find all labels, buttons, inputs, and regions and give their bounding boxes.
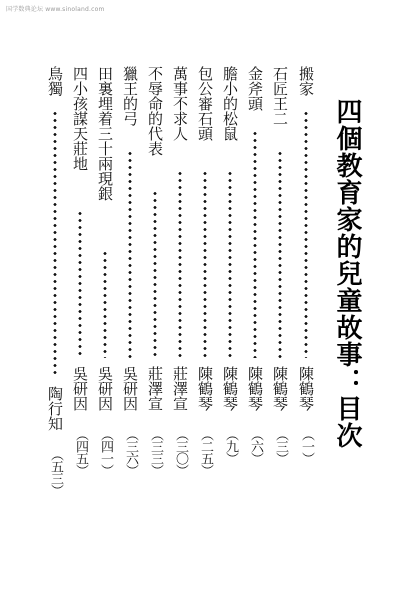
toc-entry bbox=[195, 66, 215, 586]
leader-dots bbox=[228, 170, 232, 358]
toc-entry-title: 石匠王二 bbox=[271, 66, 289, 126]
toc-entry-author: 吳研因 bbox=[96, 366, 114, 411]
toc-entry-title: 包公審石頭 bbox=[196, 66, 214, 141]
toc-entry bbox=[245, 66, 265, 586]
toc-entry-title: 獵王的弓 bbox=[121, 66, 139, 126]
toc-entry-title: 田裏埋着三十兩現銀 bbox=[96, 66, 114, 201]
leader-dots bbox=[178, 170, 182, 358]
leader-dots bbox=[278, 150, 282, 358]
toc-entry-author: 陳鶴琴 bbox=[196, 366, 214, 411]
toc-entry-author: 陳鶴琴 bbox=[221, 366, 239, 411]
toc-entry-author: 吳研因 bbox=[121, 366, 139, 411]
toc-entry-author: 莊澤宣 bbox=[146, 366, 164, 411]
toc-entry bbox=[220, 66, 240, 586]
toc-entry bbox=[170, 66, 190, 586]
toc-entry-page: （三三） bbox=[148, 428, 163, 476]
toc-entry-page: （九） bbox=[223, 428, 238, 464]
watermark: 国学数典论坛 www.sinoland.com bbox=[6, 6, 105, 13]
toc-entry-title: 四小孩謀天莊地 bbox=[71, 66, 89, 171]
toc-entry bbox=[120, 66, 140, 586]
toc-entry bbox=[70, 66, 90, 586]
toc-entry-page: （四一） bbox=[98, 428, 113, 476]
toc-entry-title: 不辱命的代表 bbox=[146, 66, 164, 156]
toc-entry-title: 搬家 bbox=[297, 66, 315, 96]
toc-entry-page: （一） bbox=[299, 428, 314, 464]
toc-entry bbox=[270, 66, 290, 586]
toc-entry-author: 陳鶴琴 bbox=[271, 366, 289, 411]
toc-entry-author: 陶行知 bbox=[46, 386, 64, 431]
page-title: 四個教育家的兒童故事：目次 bbox=[332, 98, 362, 449]
toc-entry-title: 鳥獨 bbox=[46, 66, 64, 96]
leader-dots bbox=[53, 110, 57, 378]
toc-entry bbox=[45, 66, 65, 586]
toc-entry-page: （三六） bbox=[123, 428, 138, 476]
leader-dots bbox=[128, 150, 132, 358]
toc-entry-page: （六） bbox=[248, 428, 263, 464]
toc-entry-author: 陳鶴琴 bbox=[246, 366, 264, 411]
toc-entry-title: 金斧頭 bbox=[246, 66, 264, 111]
toc-entry-page: （四五） bbox=[73, 428, 88, 476]
leader-dots bbox=[103, 250, 107, 358]
toc-entry bbox=[296, 66, 316, 586]
toc-entry-author: 莊澤宣 bbox=[171, 366, 189, 411]
leader-dots bbox=[203, 170, 207, 358]
toc-entry-page: （三） bbox=[273, 428, 288, 464]
toc-entry-page: （五三） bbox=[48, 448, 63, 496]
toc-entry-author: 吳研因 bbox=[71, 366, 89, 411]
toc-entry-page: （二五） bbox=[198, 428, 213, 476]
leader-dots bbox=[304, 110, 308, 358]
toc-entry-author: 陳鶴琴 bbox=[297, 366, 315, 411]
toc-entry bbox=[95, 66, 115, 586]
toc-entry-page: （三〇） bbox=[173, 428, 188, 476]
leader-dots bbox=[78, 210, 82, 358]
leader-dots bbox=[153, 190, 157, 358]
leader-dots bbox=[253, 130, 257, 358]
toc-entry-title: 膽小的松鼠 bbox=[221, 66, 239, 141]
toc-entry bbox=[145, 66, 165, 586]
toc-entry-title: 萬事不求人 bbox=[171, 66, 189, 141]
